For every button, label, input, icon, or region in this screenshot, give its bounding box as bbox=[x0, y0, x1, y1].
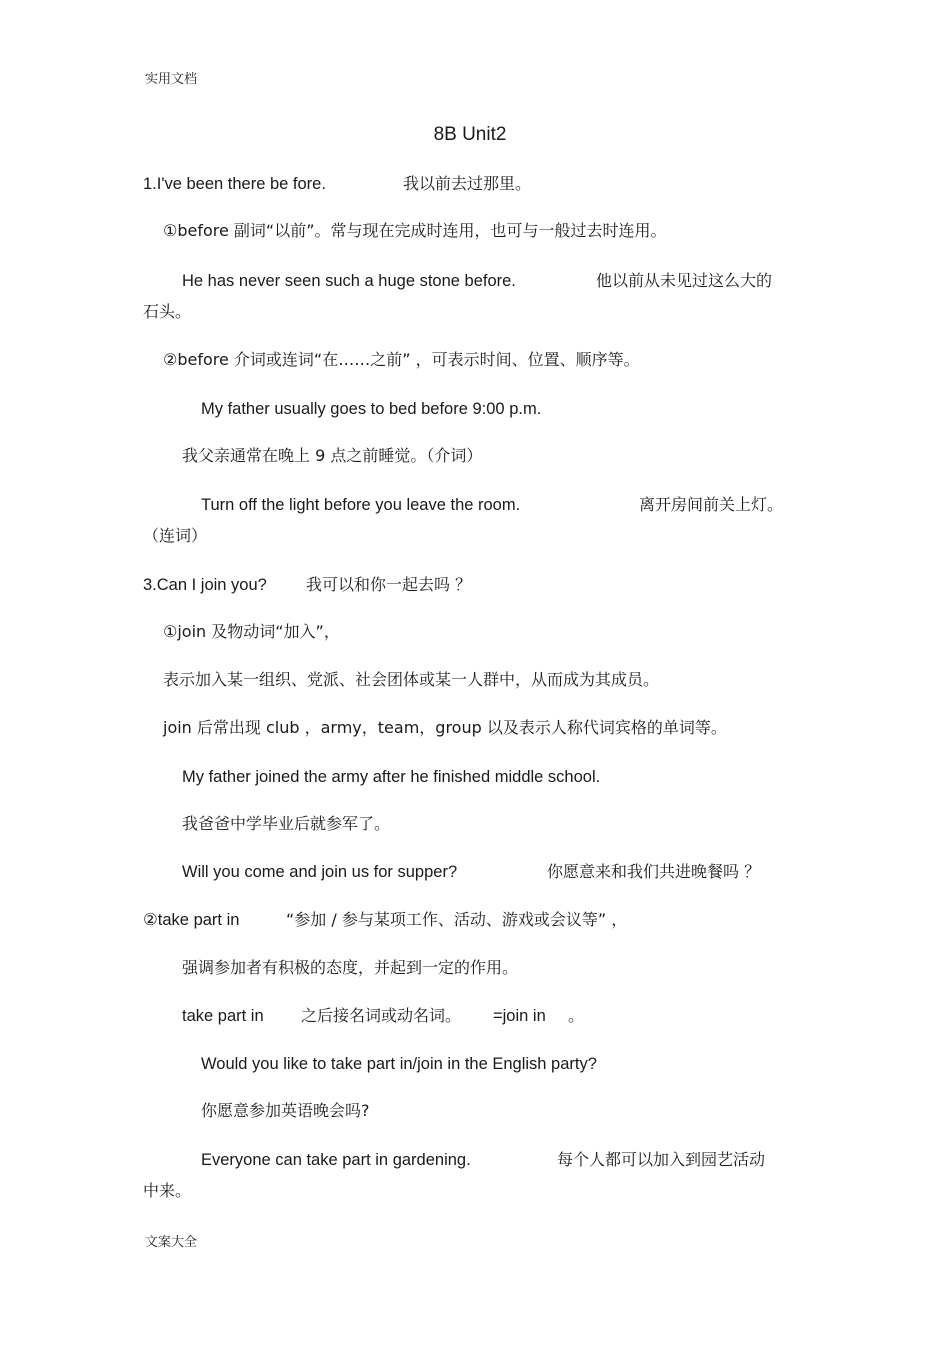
note-join-meaning: 表示加入某一组织、党派、社会团体或某一人群中，从而成为其成员。 bbox=[163, 670, 660, 689]
example-before-adverb-chinese-cont: 石头。 bbox=[143, 302, 192, 321]
example-preposition-chinese: 我父亲通常在晚上 9 点之前睡觉。（介词） bbox=[182, 446, 483, 465]
note-take-part-in-usage: 之后接名词或动名词。 bbox=[301, 1006, 462, 1025]
example-preposition-english: My father usually goes to bed before 9:00 p.m. bbox=[201, 400, 542, 418]
example-conjunction-english: Turn off the light before you leave the room. bbox=[201, 496, 521, 514]
note-take-part-in-term: take part in bbox=[182, 1007, 264, 1025]
sentence-3-chinese: 我可以和你一起去吗 ？ bbox=[306, 575, 472, 594]
note-period: 。 bbox=[568, 1006, 585, 1025]
example-conjunction-chinese: 离开房间前关上灯。 bbox=[639, 495, 784, 514]
example-party-english: Would you like to take part in/join in the English party? bbox=[201, 1055, 597, 1073]
note-take-part-in-heading: ②take part in bbox=[143, 911, 240, 929]
example-conjunction-tag: （连词） bbox=[143, 526, 208, 545]
note-join-in-equivalent: =join in bbox=[493, 1007, 546, 1025]
sentence-3-english: 3.Can I join you? bbox=[143, 576, 267, 594]
sentence-1-chinese: 我以前去过那里。 bbox=[403, 174, 532, 193]
note-join: ①join 及物动词“加入”， bbox=[163, 622, 340, 641]
example-before-adverb-chinese: 他以前从未见过这么大的 bbox=[596, 271, 773, 290]
example-join-chinese: 我爸爸中学毕业后就参军了。 bbox=[182, 814, 391, 833]
note-before-preposition: ②before 介词或连词“在……之前” ，可表示时间、位置、顺序等。 bbox=[163, 350, 640, 369]
note-take-part-in-meaning: “参加 / 参与某项工作、活动、游戏或会议等” ， bbox=[286, 910, 628, 929]
example-before-adverb-english: He has never seen such a huge stone before. bbox=[182, 272, 516, 290]
example-party-chinese: 你愿意参加英语晚会吗? bbox=[201, 1101, 370, 1120]
note-before-adverb: ①before 副词“以前”。常与现在完成时连用，也可与一般过去时连用。 bbox=[163, 221, 667, 240]
example-gardening-chinese-cont: 中来。 bbox=[143, 1181, 192, 1200]
example-join-supper-chinese: 你愿意来和我们共进晚餐吗 ？ bbox=[547, 862, 761, 881]
note-join-objects: join 后常出现 club ，army，team，group 以及表示人称代词宾格的单词等。 bbox=[163, 718, 727, 737]
example-join-english: My father joined the army after he finished middle school. bbox=[182, 768, 601, 786]
example-gardening-english: Everyone can take part in gardening. bbox=[201, 1151, 471, 1169]
sentence-1-english: 1.I've been there be fore. bbox=[143, 175, 326, 193]
note-take-part-in-emphasis: 强调参加者有积极的态度，并起到一定的作用。 bbox=[182, 958, 519, 977]
example-join-supper-english: Will you come and join us for supper? bbox=[182, 863, 458, 881]
document-title: 8B Unit2 bbox=[433, 124, 507, 145]
page-footer: 文案大全 bbox=[145, 1235, 198, 1250]
page-header: 实用文档 bbox=[145, 72, 198, 87]
example-gardening-chinese: 每个人都可以加入到园艺活动 bbox=[557, 1150, 766, 1169]
